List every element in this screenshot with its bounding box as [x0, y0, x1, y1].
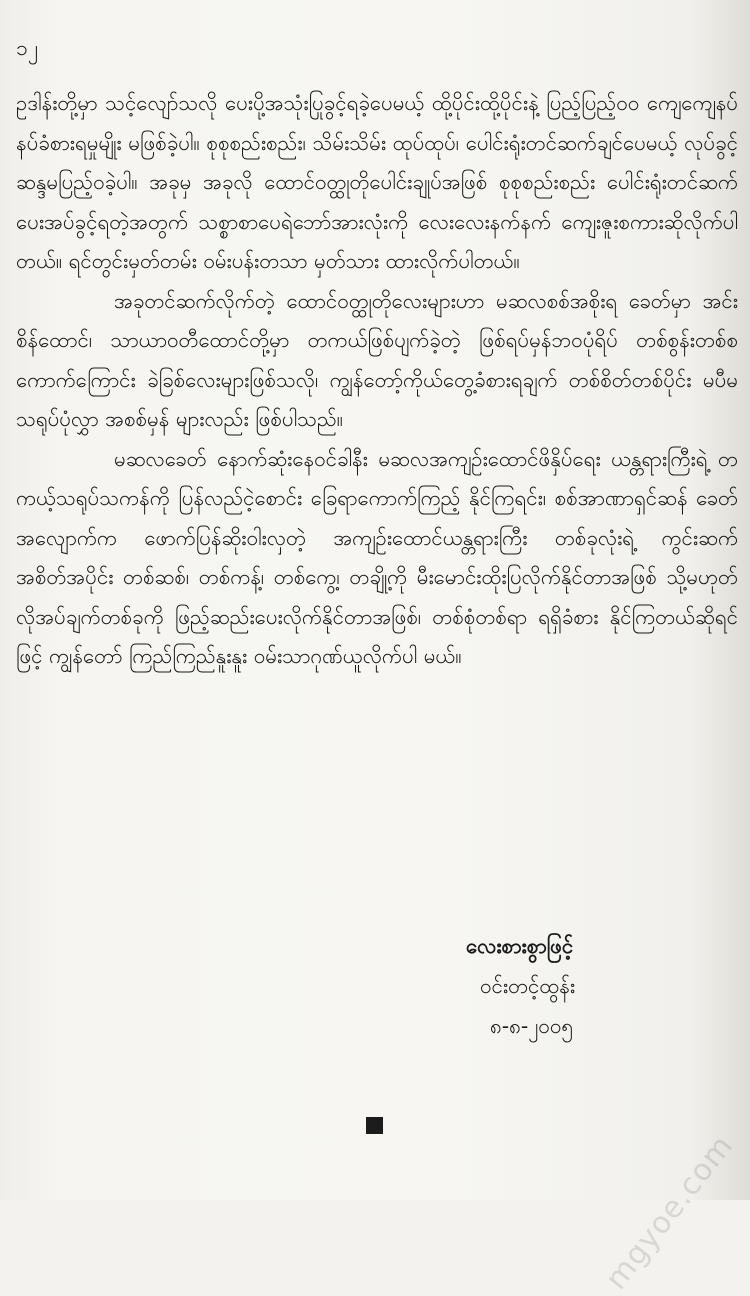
signature-closing: လေးစားစွာဖြင့် [466, 934, 574, 958]
paragraph-3: မဆလခေတ် နောက်ဆုံးနေဝင်ခါနီး မဆလအကျဉ်းထောင်ဖိနှိပ်ရေး ယန္တရားကြီးရဲ့ တကယ့်သရုပ်သကန်ကို ပြန်လည်ငဲ့စောင်း ခြေရာကောက်ကြည့် နိုင်ကြရင်း၊ စစ်အာဏာရှင်ဆန် ခေတ်အလျောက်က ဖောက်ပြန်ဆိုးဝါးလှတဲ့ အကျဉ်းထောင်ယန္တရားကြီး တစ်ခုလုံးရဲ့ ကွင်းဆက်အစိတ်အပိုင်း တစ်ဆစ်၊ တစ်ကန့်၊ တစ်ကွေ့၊ တချို့ကို မီးမောင်းထိုးပြလိုက်နိုင်တာအဖြစ် သို့မဟုတ် လိုအပ်ချက်တစ်ခုကို ဖြည့်ဆည်းပေးလိုက်နိုင်တာအဖြစ်၊ တစ်စုံတစ်ရာ ရရှိခံစား နိုင်ကြတယ်ဆိုရင်ဖြင့် ကျွန်တော် ကြည်ကြည်နူးနူး ဝမ်းသာဂုဏ်ယူလိုက်ပါ မယ်။ [16, 446, 738, 668]
watermark: mgyoe.com [598, 1128, 740, 1296]
body-text [16, 84, 738, 677]
signature-date: ၈-၈-၂၀၀၅ [490, 1014, 573, 1038]
signature-author: ဝင်းတင့်ထွန်း [480, 974, 576, 998]
end-of-section-mark [366, 1117, 383, 1134]
signature-block [460, 926, 690, 1046]
page-number: ၁၂ [16, 36, 39, 60]
paragraph-2: အခုတင်ဆက်လိုက်တဲ့ ထောင်ဝတ္ထုတိုလေးများဟာ မဆလစစ်အစိုးရ ခေတ်မှာ အင်းစိန်ထောင်၊ သာယာဝတီထောင်တို့မှာ တကယ်ဖြစ်ပျက်ခဲ့တဲ့ ဖြစ်ရပ်မှန်ဘဝပုံရိပ် တစ်စွန်းတစ်စကောက်ကြောင်း ခဲခြစ်လေးများဖြစ်သလို၊ ကျွန်တော့်ကိုယ်တွေ့ခံစားရချက် တစ်စိတ်တစ်ပိုင်း မပီမသရုပ်ပုံလွှာ အစစ်မှန် များလည်း ဖြစ်ပါသည်။ [16, 288, 738, 431]
paragraph-1: ဥဒါန်းတို့မှာ သင့်လျော်သလို ပေးပို့အသုံးပြုခွင့်ရခဲ့ပေမယ့် ထို့ပိုင်းထို့ပိုင်းနဲ့ ပြည့်ပြည့်ဝဝ ကျေကျေနပ်နပ်ခံစားရမှုမျိုး မဖြစ်ခဲ့ပါ။ စုစုစည်းစည်း၊ သိမ်းသိမ်း ထုပ်ထုပ်၊ ပေါင်းရုံးတင်ဆက်ချင်ပေမယ့် လုပ်ခွင့်ဆန္ဒမပြည့်ဝခဲ့ပါ။ အခုမှ အခုလို ထောင်ဝတ္ထုတိုပေါင်းချုပ်အဖြစ် စုစုစည်းစည်း ပေါင်းရုံးတင်ဆက် ပေးအပ်ခွင့်ရတဲ့အတွက် သစ္စာစာပေရဲဘော်အားလုံးကို လေးလေးနက်နက် ကျေးဇူးစကားဆိုလိုက်ပါတယ်။ ရင်တွင်းမှတ်တမ်း ဝမ်းပန်းတသာ မှတ်သား ထားလိုက်ပါတယ်။ [16, 91, 738, 273]
